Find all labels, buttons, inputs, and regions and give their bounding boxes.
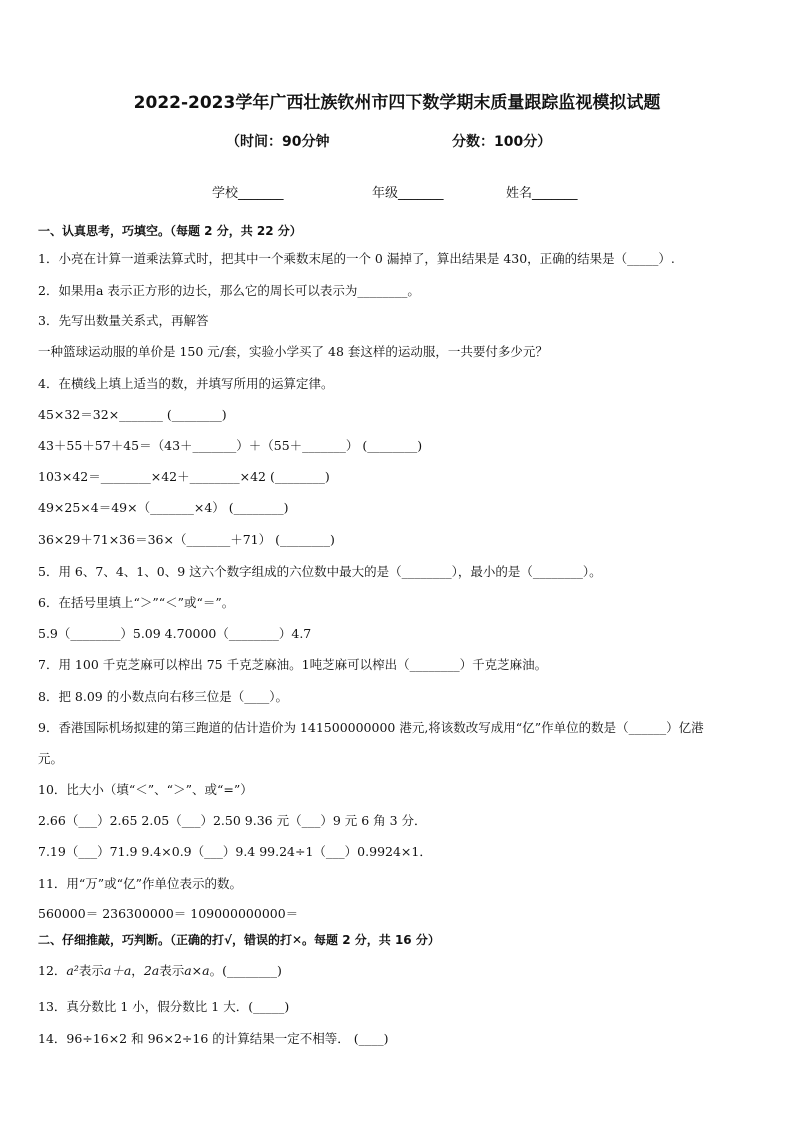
question-12 [38, 962, 282, 980]
name-field: 姓名_______ [506, 186, 578, 201]
grade-field: 年级_______ [372, 186, 444, 201]
question-4a: 45×32＝32×_______ (________) [38, 407, 227, 422]
score-label: 分数：100分） [452, 134, 552, 150]
question-3: 3．先写出数量关系式，再解答 [38, 313, 209, 328]
question-7: 7．用 100 千克芝麻可以榨出 75 千克芝麻油。1吨芝麻可以榨出（________）千克芝麻油。 [38, 657, 548, 672]
question-4: 4．在横线上填上适当的数，并填写所用的运算定律。 [38, 376, 334, 391]
question-14: 14．96÷16×2 和 96×2÷16 的计算结果一定不相等． (____) [38, 1031, 389, 1046]
question-2: 2．如果用a 表示正方形的边长，那么它的周长可以表示为________。 [38, 283, 420, 298]
question-13: 13．真分数比 1 小，假分数比 1 大．(_____) [38, 999, 290, 1014]
question-9-cont: 元。 [38, 751, 64, 766]
q12-2a: 2a [143, 963, 160, 978]
question-4b: 43＋55＋57＋45＝（43＋_______）＋（55＋_______） (________) [38, 438, 423, 453]
question-10b: 7.19（___）71.9 9.4×0.9（___）9.4 99.24÷1（___）0.9924×1． [38, 844, 432, 859]
question-4d: 49×25×4＝49×（_______×4） (________) [38, 500, 289, 515]
question-3-body: 一种篮球运动服的单价是 150 元/套，实验小学买了 48 套这样的运动服，一共要付多少元？ [38, 344, 548, 359]
question-10: 10．比大小（填“＜”、“＞”、或“=”） [38, 782, 253, 797]
q12-text-2: ， [131, 963, 144, 978]
time-label: （时间：90分钟 [226, 134, 330, 150]
question-5: 5．用 6、7、4、1、0、9 这六个数字组成的六位数中最大的是（________），最小的是（________）。 [38, 564, 602, 579]
question-8: 8．把 8.09 的小数点向右移三位是（____）。 [38, 689, 288, 704]
section-1-heading: 一、认真思考，巧填空。（每题 2 分，共 22 分） [38, 224, 302, 238]
q12-text-3: 表示 [159, 963, 185, 978]
q12-a-squared: a² [66, 963, 79, 978]
question-9: 9．香港国际机场拟建的第三跑道的估计造价为 141500000000 港元,将该数改写成用“亿”作单位的数是（______）亿港 [38, 720, 704, 735]
question-10a: 2.66（___）2.65 2.05（___）2.50 9.36 元（___）9 元 6 角 3 分． [38, 813, 427, 828]
q12-text-1: 表示 [78, 963, 104, 978]
question-11a: 560000＝ 236300000＝ 109000000000＝ [38, 906, 299, 921]
question-6a: 5.9（________）5.09 4.70000（________）4.7 [38, 626, 312, 641]
q12-a-times-a: a×a [184, 963, 210, 978]
q12-answer: 。(________) [209, 963, 282, 978]
q12-number: 12． [38, 963, 67, 978]
question-6: 6．在括号里填上“＞”“＜”或“＝”。 [38, 595, 235, 610]
question-4e: 36×29＋71×36＝36×（_______＋71） (________) [38, 532, 335, 547]
question-1: 1．小亮在计算一道乘法算式时，把其中一个乘数末尾的一个 0 漏掉了，算出结果是 430，正确的结果是（_____）. [38, 251, 675, 266]
section-2-heading: 二、仔细推敲，巧判断。（正确的打√，错误的打✕。每题 2 分，共 16 分） [38, 933, 440, 947]
question-4c: 103×42＝________×42＋________×42 (________) [38, 469, 330, 484]
page-title: 2022-2023学年广西壮族钦州市四下数学期末质量跟踪监视模拟试题 [133, 93, 661, 113]
q12-a-plus-a: a＋a [103, 963, 132, 978]
question-11: 11．用“万”或“亿”作单位表示的数。 [38, 876, 242, 891]
school-field: 学校_______ [212, 186, 284, 201]
